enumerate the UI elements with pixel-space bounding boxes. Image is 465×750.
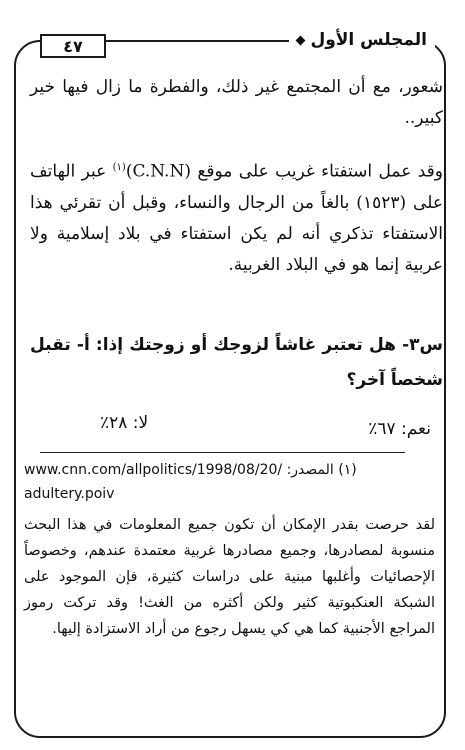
footnote-label: (١) المصدر: [286,462,357,478]
survey-question: س٣- هل تعتبر غاشاً لزوجك أو زوجتك إذا: أ- تقبل شخصاً آخر؟ [30,335,443,390]
answer-yes: نعم: ٦٧٪ [368,419,431,439]
paragraph-2 [30,152,443,281]
paragraph-2-start: وقد عمل استفتاء غريب على موقع (C.N.N) [125,161,443,182]
chapter-title [289,30,435,50]
footnote-url-1: www.cnn.com/allpolitics/1998/08/20/ [24,462,283,478]
footnote-note: لقد حرصت بقدر الإمكان أن تكون جميع المعلومات في هذا البحث منسوبة لمصادرها، وجميع مصادرها غربية معتمدة عندهم، وخصوصاً الإحصائيات وأغلبها مبنية على دراسات كثيرة، فإن الموجود على الشبكة العنكبوتية كثير ولكن أكثره من الغث! وقد تركت رموز المراجع الأجنبية كما هي كي يسهل رجوع من أراد الاستزادة إليها. [24,517,435,637]
footnote-source-line [24,458,439,482]
answer-no: لا: ٢٨٪ [100,413,149,433]
footnote-reference: (١) [112,162,126,173]
paragraph-1: شعور، مع أن المجتمع غير ذلك، والفطرة ما زال فيها خير كبير.. [30,77,443,128]
survey-answers [60,413,431,447]
footnote [24,458,439,506]
footnote-separator [40,452,405,453]
chapter-title-text: المجلس الأول [310,30,427,50]
footnote-url-2: adultery.poiv [24,486,115,502]
page-number: ٤٧ [40,34,106,58]
paragraph-2-end: عبر الهاتف على (١٥٢٣) بالغاً من الرجال والنساء، وقبل أن تقرئي هذا الاستفتاء تذكري أنه لم يكن استفتاء في بلاد إسلامية ولا عربية إنما هو في البلاد الغربية. [30,161,443,275]
